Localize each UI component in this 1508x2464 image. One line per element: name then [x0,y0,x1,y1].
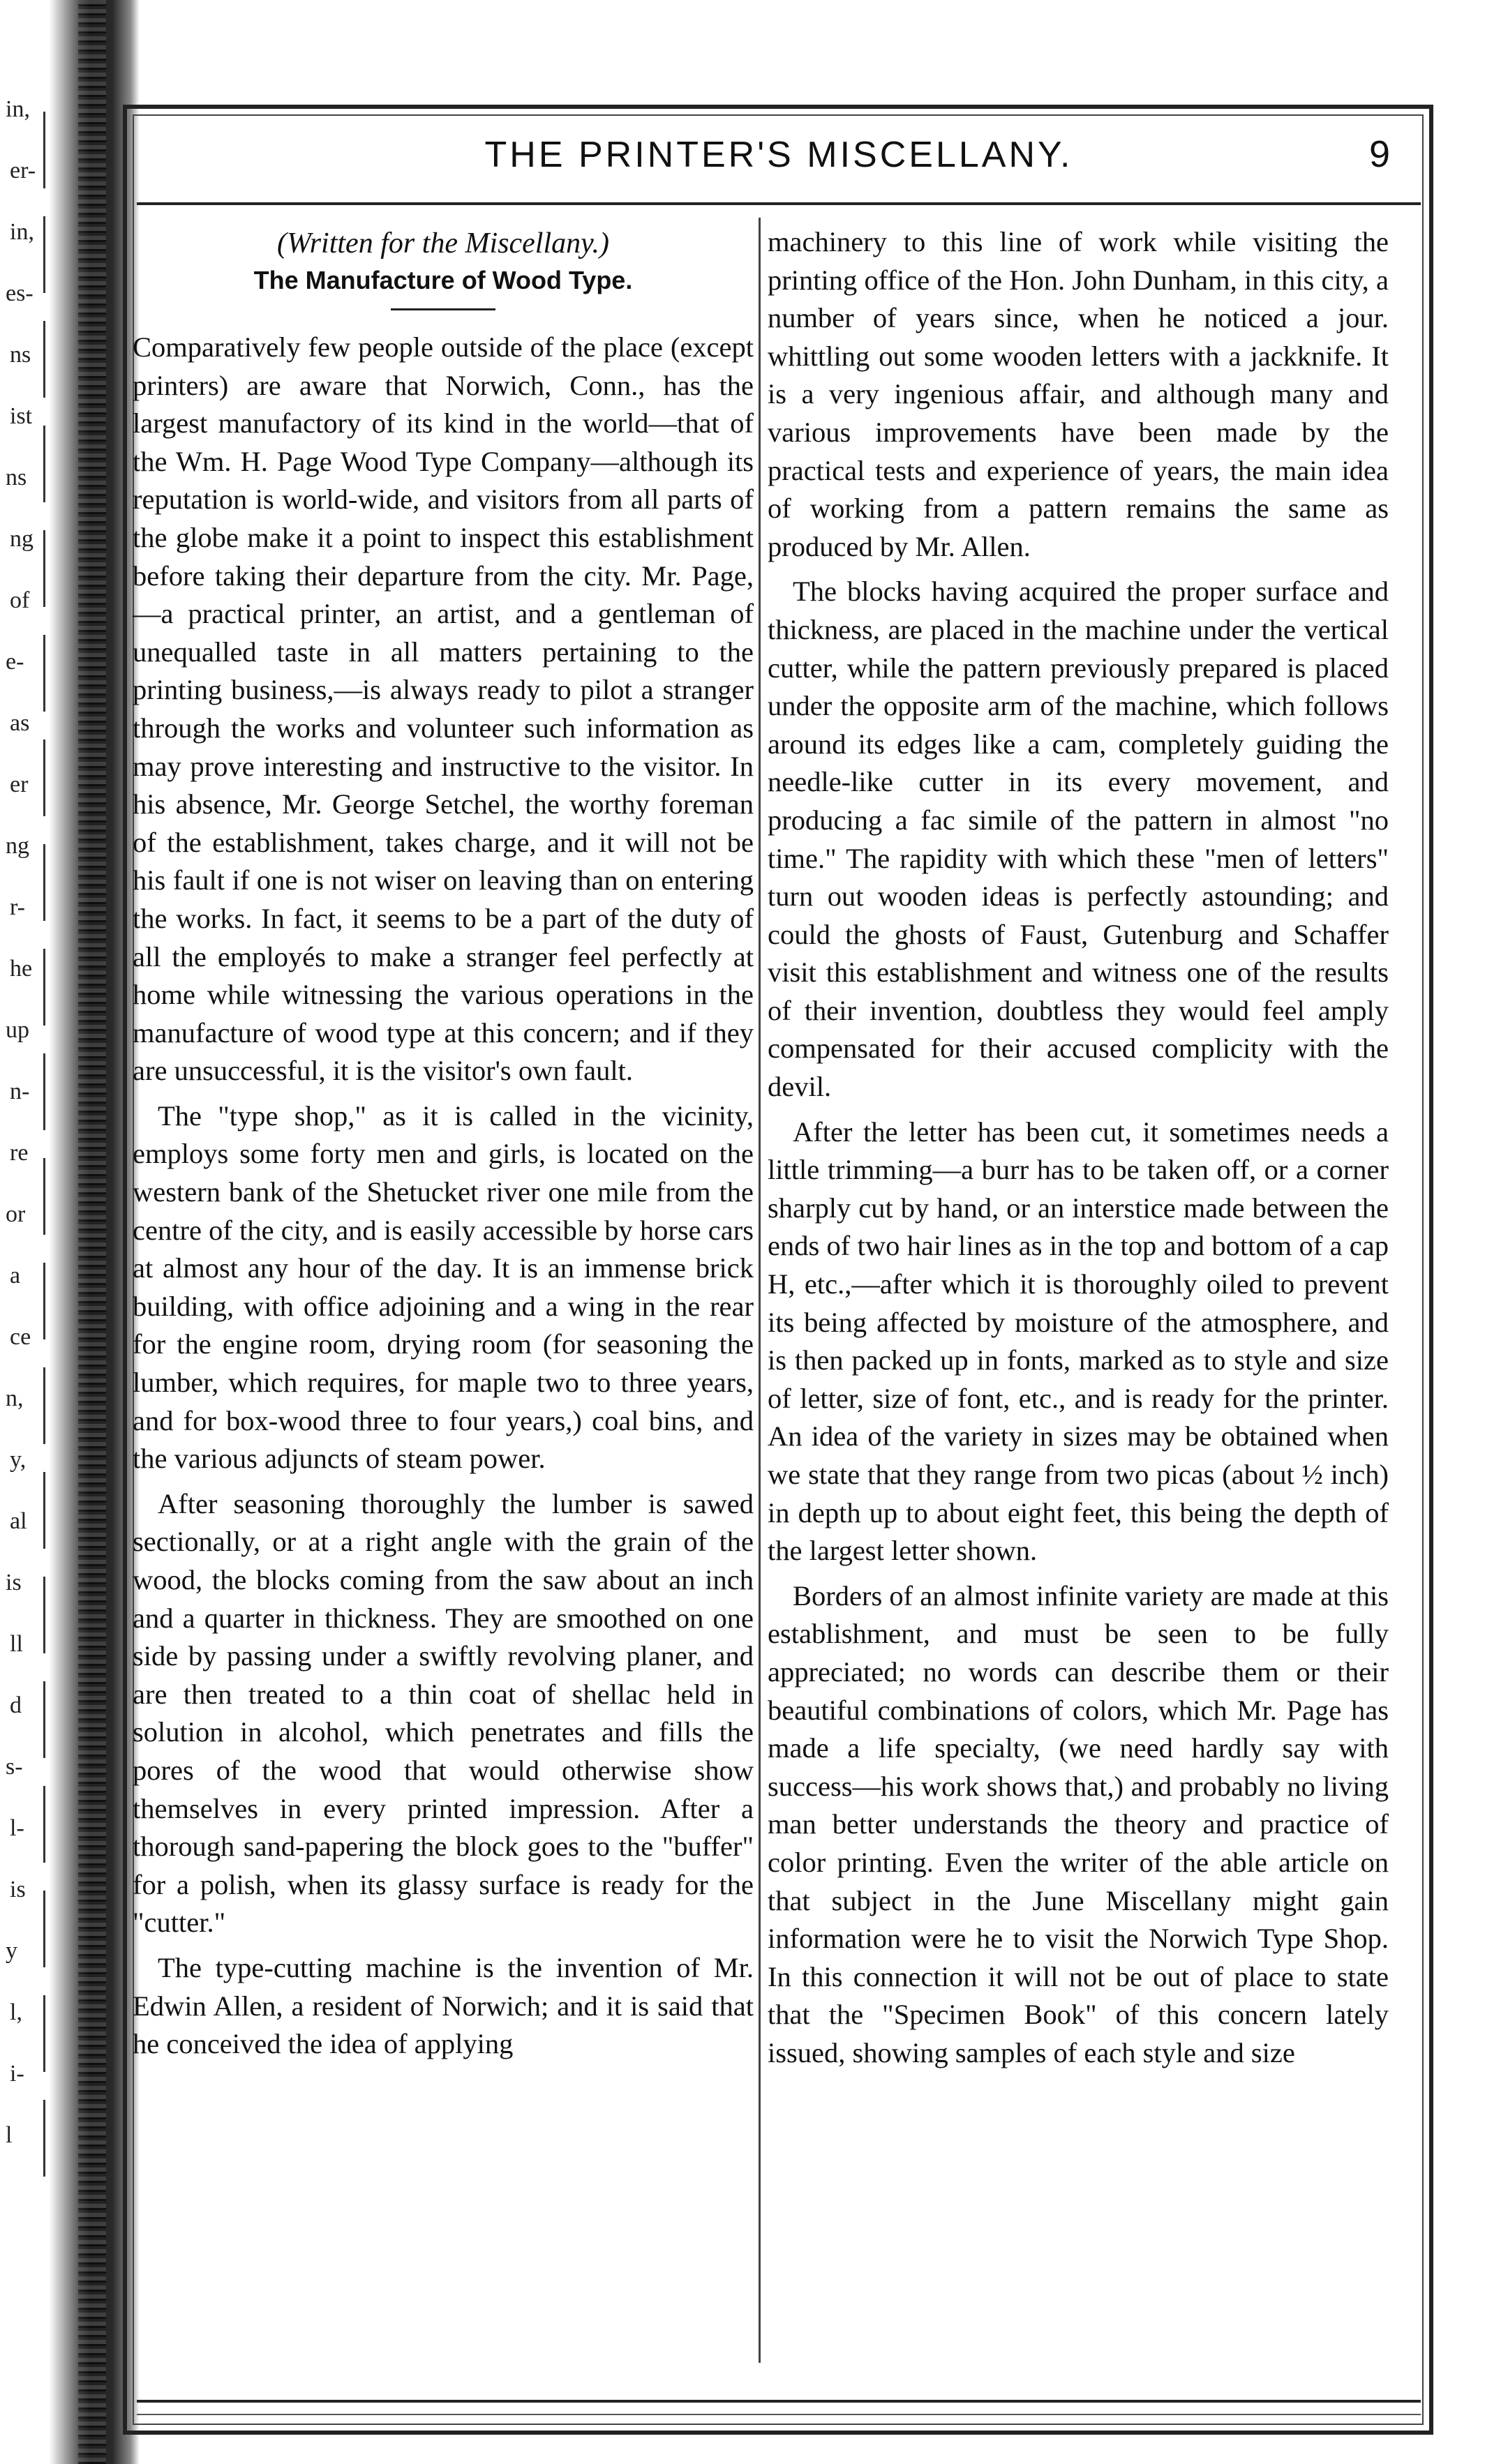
facing-page-rule [43,1367,45,1444]
footer-rule [137,2400,1421,2403]
facing-page-rule [43,1053,45,1130]
facing-page-fragment: is [6,1570,22,1595]
facing-page-fragment: of [10,587,30,613]
article-column-right [768,223,1389,2073]
facing-page-rule [43,1577,45,1653]
facing-page-fragment: ce [10,1324,31,1350]
facing-page-fragment: ns [6,465,27,490]
facing-page-rule [43,739,45,816]
facing-page-fragment: ng [6,833,29,859]
facing-page-fragment: n, [6,1385,24,1411]
facing-page-fragment: er [10,772,29,797]
facing-page-fragment: a [10,1263,21,1289]
article-byline: (Written for the Miscellany.) [277,227,609,260]
facing-page-fragment: er- [10,158,36,183]
page-binding-texture [78,0,106,2464]
facing-page-fragment: d [10,1692,22,1718]
facing-page-rule [43,530,45,607]
facing-page-rule [43,1891,45,1967]
facing-page-fragment: i- [10,2061,24,2087]
facing-page-rule [43,426,45,502]
facing-page-fragment: ll [10,1631,23,1657]
facing-page-fragment: in, [6,96,30,122]
facing-page-fragment: in, [10,219,34,245]
column-divider [759,218,761,2363]
facing-page-fragment: as [10,710,30,736]
facing-page-rule [43,321,45,398]
facing-page-fragment: he [10,956,33,982]
facing-page-fragment: s- [6,1754,23,1780]
article-title: The Manufacture of Wood Type. [253,266,633,294]
facing-page-fragment: l, [10,1999,22,2025]
facing-page-fragment: n- [10,1079,30,1104]
facing-page-fragment: or [6,1201,26,1227]
page-number: 9 [1368,133,1390,175]
facing-page-rule [43,635,45,712]
facing-page-rule [43,216,45,293]
running-head-title: THE PRINTER'S MISCELLANY. [484,135,1073,175]
facing-page-fragment: es- [6,280,33,306]
header-rule [137,202,1421,205]
facing-page-fragment: y [6,1938,17,1964]
facing-page-fragment: re [10,1140,29,1166]
paragraph: The blocks having acquired the proper surface and thickness, are placed in the machine under the vertical cutter, while the pattern previously prepared is placed under the opposite arm of the machine, which follows around its edges like a cam, completely guiding the needle-like cutter in its every movement, and producing a fac simile of the pattern in almost "no time." The rapidity with which these "men of letters" turn out wooden ideas is perfectly astounding; and could the ghosts of Faust, Gutenburg and Schaffer visit this establishment and witness one of the results of their invention, doubtless they would feel amply compensated for their accused complicity with the devil. [768,576,1389,1103]
paragraph: The "type shop," as it is called in the vicinity, employs some forty men and girls, is located on the western bank of the Shetucket river one mile from the centre of the city, and is easily accessible by horse cars at almost any hour of the day. It is an immense brick building, with office adjoining and a wing in the rear for the engine room, drying room (for seasoning the lumber, which requires, for maple two to three years, and for box-wood three to four years,) coal bins, and the various adjuncts of steam power. [133,1099,754,1475]
facing-page-fragment: r- [10,894,25,920]
paragraph: After seasoning thoroughly the lumber is sawed sectionally, or at a right angle with the grain of the wood, the blocks coming from the saw about an inch and a quarter in thickness. They are smoothed on one side by passing under a swiftly revolving planer, and are then treated to a thin coat of shellac held in solution in alcohol, which penetrates and fills the pores of the wood that would otherwise show themselves in every printed impression. After a thorough sand-papering the block goes to the "buffer" for a polish, when its glassy surface is ready for the "cutter." [133,1487,754,1939]
facing-page-edge [0,0,50,2464]
paragraph: machinery to this line of work while visiting the printing office of the Hon. John Dunham, in this city, a number of years since, when he noticed a jour. whittling out some wooden letters with a jackknife. It is a very ingenious affair, and although many and various improvements have been made by the practical tests and experience of years, the main idea of working from a pattern remains the same as produced by Mr. Allen. [768,226,1389,562]
paragraph: After the letter has been cut, it sometimes needs a little trimming—a burr has to be taken off, or a corner sharply cut by hand, or an interstice made between the ends of two hair lines as in the top and bottom of a cap H, etc.,—after which it is thoroughly oiled to prevent its being affected by moisture of the atmosphere, and is then packed up in fonts, marked as to style and size of letter, size of font, etc., and is ready for the printer. An idea of the variety in sizes may be obtained when we state that they range from two picas (about ½ inch) in depth up to about eight feet, this being the depth of the largest letter shown. [768,1115,1389,1567]
facing-page-rule [43,949,45,1026]
facing-page-rule [43,1472,45,1549]
article-column-left [133,223,754,2064]
facing-page-rule [43,1158,45,1235]
paragraph: Borders of an almost infinite variety are made at this establishment, and must be seen to be fully appreciated; no words can describe them or their beautiful combinations of colors, which Mr. Page has made a life specialty, (we need hardly say with success—his work shows that,) and probably no living man better understands the theory and practice of color printing. Even the writer of the able article on that subject in the June Miscellany might gain information were he to visit the Norwich Type Shop. In this connection it will not be out of place to state that the "Specimen Book" of this concern lately issued, showing samples of each style and size [768,1579,1389,2068]
facing-page-rule [43,1995,45,2072]
facing-page-fragment: ns [10,342,31,368]
title-rule [391,308,495,310]
facing-page-rule [43,1681,45,1758]
paragraph: Comparatively few people outside of the place (except printers) are aware that Norwich, Conn., has the largest manufactory of its kind in the world—that of the Wm. H. Page Wood Type Company—although its reputation is world-wide, and visitors from all parts of the globe make it a point to inspect this establishment before taking their departure from the city. Mr. Page,—a practical printer, an artist, and a gentleman of unequalled taste in all matters pertaining to the printing business,—is always ready to pilot a stranger through the works and volunteer such information as may prove interesting and instructive to the visitor. In his absence, Mr. George Setchel, the worthy foreman of the establishment, takes charge, and it will not be his fault if one is not wiser on leaving than on entering the works. In fact, it seems to be a part of the duty of all the employés to make a stranger feel perfectly at home while witnessing the various operations in the manufacture of wood type at this concern; and if they are unsuccessful, it is the visitor's own fault. [133,331,754,1087]
facing-page-rule [43,844,45,921]
facing-page-fragment: up [6,1017,29,1043]
facing-page-rule [43,112,45,188]
facing-page-fragment: ng [10,526,33,552]
facing-page-fragment: y, [10,1447,27,1473]
facing-page-fragment: al [10,1508,27,1534]
footer-rule-thin [137,2414,1421,2415]
facing-page-fragment: is [10,1877,26,1902]
facing-page-fragment: l- [10,1815,24,1841]
facing-page-fragment: e- [6,649,24,675]
running-header [137,128,1421,191]
facing-page-rule [43,1263,45,1339]
facing-page-rule [43,1786,45,1863]
facing-page-fragment: ist [10,403,33,429]
paragraph: The type-cutting machine is the invention of Mr. Edwin Allen, a resident of Norwich; and it is said that he conceived the idea of applying [133,1951,754,2060]
facing-page-fragment: l [6,2122,13,2148]
facing-page-rule [43,2100,45,2177]
